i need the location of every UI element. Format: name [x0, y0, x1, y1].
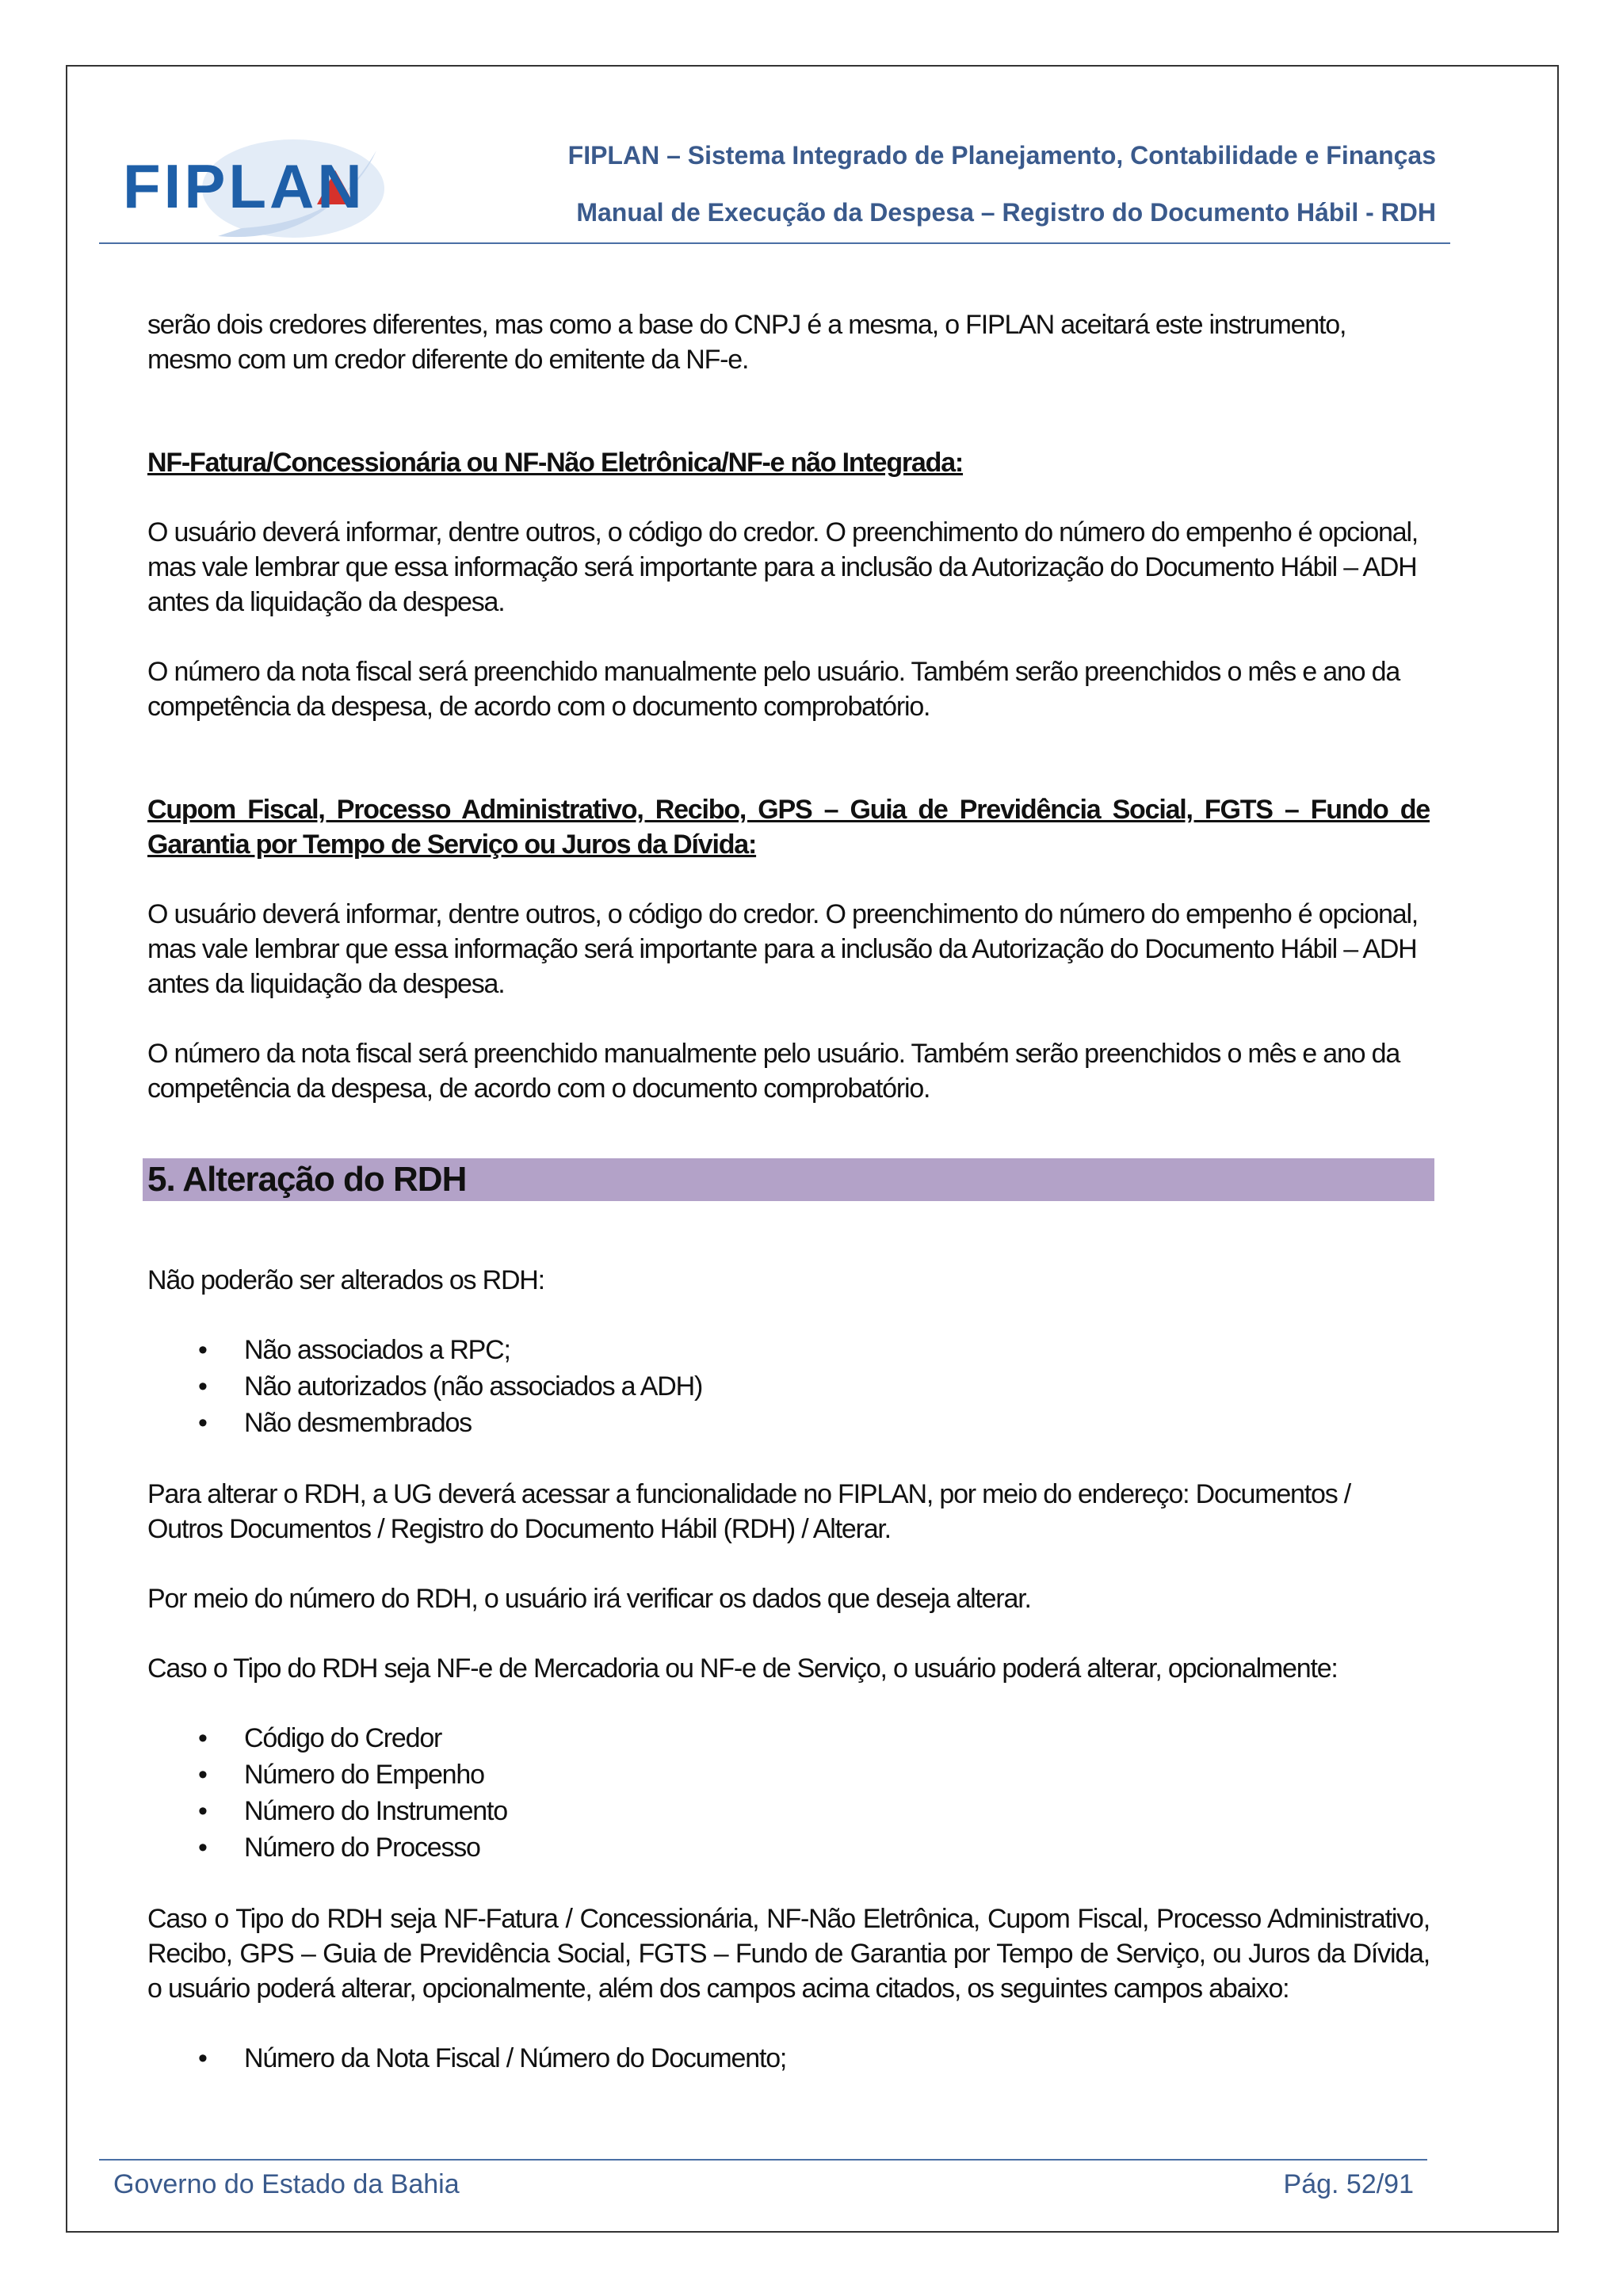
- list-item: • Número do Empenho: [147, 1757, 1430, 1794]
- nf-fatura-paragraph-1: O usuário deverá informar, dentre outros, o código do credor. O preenchimento do número do empenho é opcional, mas vale lembrar que essa informação será importante para a inclusão da Autorização do Documento Hábil – ADH antes da liquidação da despesa.: [147, 517, 1419, 617]
- other-types-paragraph: Caso o Tipo do RDH seja NF-Fatura / Concessionária, NF-Não Eletrônica, Cupom Fiscal, Processo Administrativo, Recibo, GPS – Guia de Previdência Social, FGTS – Fundo de Garantia por Tempo de Serviço, ou Juros da Dívida, o usuário poderá alterar, opcionalmente, além dos campos acima citados, os seguintes campos abaixo:: [147, 1904, 1430, 2004]
- bullet-icon: •: [198, 2043, 207, 2073]
- subheading-nf-fatura: NF-Fatura/Concessionária ou NF-Não Eletrônica/NF-e não Integrada:: [147, 448, 964, 478]
- other-fields-list: [147, 2041, 1430, 2077]
- list-item: • Número do Instrumento: [147, 1794, 1430, 1830]
- header-subtitle: Manual de Execução da Despesa – Registro do Documento Hábil - RDH: [576, 198, 1436, 227]
- bullet-icon: •: [198, 1760, 207, 1790]
- nfe-fields-list: [147, 1721, 1430, 1867]
- section-title: 5. Alteração do RDH: [147, 1160, 467, 1199]
- bullet-icon: •: [198, 1335, 207, 1365]
- list-item: • Não autorizados (não associados a ADH): [147, 1369, 1430, 1405]
- bullet-icon: •: [198, 1371, 207, 1402]
- bullet-icon: •: [198, 1833, 207, 1863]
- cupom-paragraph-1: O usuário deverá informar, dentre outros, o código do credor. O preenchimento do número do empenho é opcional, mas vale lembrar que essa informação será importante para a inclusão da Autorização do Documento Hábil – ADH antes da liquidação da despesa.: [147, 899, 1419, 999]
- logo-wordmark: FIPLAN: [123, 151, 365, 221]
- intro-paragraph: serão dois credores diferentes, mas como a base do CNPJ é a mesma, o FIPLAN aceitará este instrumento, mesmo com um credor diferente do emitente da NF-e.: [147, 310, 1346, 375]
- no-alter-paragraph: Não poderão ser alterados os RDH:: [147, 1265, 544, 1295]
- verify-paragraph: Por meio do número do RDH, o usuário irá verificar os dados que deseja alterar.: [147, 1584, 1031, 1614]
- page-content: [147, 307, 1430, 2112]
- bullet-icon: •: [198, 1408, 207, 1438]
- restriction-list: [147, 1333, 1430, 1442]
- bullet-icon: •: [198, 1723, 207, 1753]
- footer-organization: Governo do Estado da Bahia: [113, 2169, 460, 2199]
- list-item: • Número da Nota Fiscal / Número do Documento;: [147, 2041, 1430, 2077]
- header-divider: [99, 242, 1450, 244]
- footer-divider: [99, 2159, 1427, 2161]
- list-item: • Não desmembrados: [147, 1405, 1430, 1442]
- header-title: FIPLAN – Sistema Integrado de Planejamento, Contabilidade e Finanças: [567, 141, 1436, 170]
- page-number: Pág. 52/91: [1283, 2169, 1414, 2199]
- list-item: • Número do Processo: [147, 1830, 1430, 1867]
- bullet-icon: •: [198, 1796, 207, 1826]
- list-item: • Não associados a RPC;: [147, 1333, 1430, 1369]
- list-item: • Código do Credor: [147, 1721, 1430, 1757]
- nf-fatura-paragraph-2: O número da nota fiscal será preenchido manualmente pelo usuário. Também serão preenchidos o mês e ano da competência da despesa, de acordo com o documento comprobatório.: [147, 657, 1400, 722]
- cupom-paragraph-2: O número da nota fiscal será preenchido manualmente pelo usuário. Também serão preenchidos o mês e ano da competência da despesa, de acordo com o documento comprobatório.: [147, 1039, 1400, 1104]
- access-paragraph: Para alterar o RDH, a UG deverá acessar a funcionalidade no FIPLAN, por meio do endereço: Documentos / Outros Documentos / Registro do Documento Hábil (RDH) / Alterar.: [147, 1479, 1351, 1544]
- nfe-paragraph: Caso o Tipo do RDH seja NF-e de Mercadoria ou NF-e de Serviço, o usuário poderá alterar, opcionalmente:: [147, 1653, 1338, 1684]
- subheading-cupom-fiscal: Cupom Fiscal, Processo Administrativo, Recibo, GPS – Guia de Previdência Social, FGTS – Fundo de Garantia por Tempo de Serviço ou Juros da Dívida:: [147, 795, 1430, 860]
- section-heading-bar: [143, 1158, 1434, 1201]
